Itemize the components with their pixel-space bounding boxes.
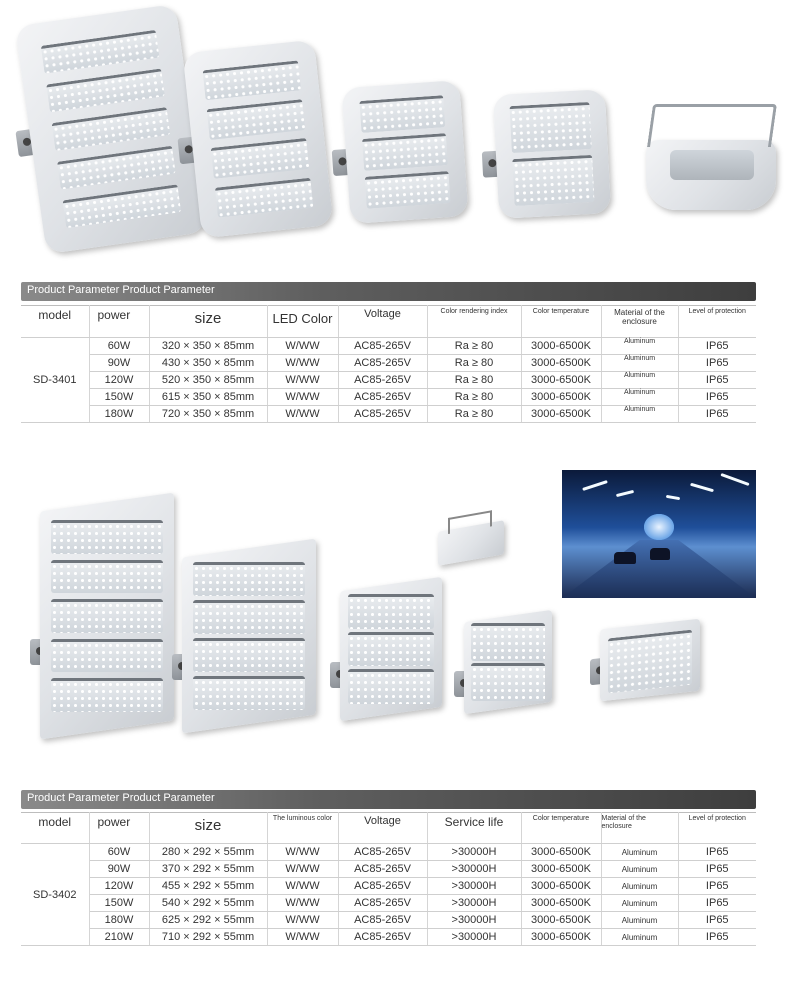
temp-cell: 3000-6500K <box>521 895 601 912</box>
voltage-cell: AC85-265V <box>338 406 427 423</box>
material-cell: Aluminum <box>601 912 678 929</box>
material-cell: Aluminum <box>601 406 678 423</box>
life-cell: >30000H <box>427 912 521 929</box>
color-cell: W/WW <box>267 372 338 389</box>
power-cell: 120W <box>89 878 149 895</box>
color-cell: W/WW <box>267 406 338 423</box>
table-row <box>21 389 756 406</box>
ip-cell: IP65 <box>678 355 756 372</box>
temp-cell: 3000-6500K <box>521 406 601 423</box>
floodlight-2-module-image <box>493 89 611 219</box>
ip-cell: IP65 <box>678 338 756 355</box>
model-cell: SD-3401 <box>21 338 89 423</box>
size-cell: 430 × 350 × 85mm <box>149 355 267 372</box>
temp-cell: 3000-6500K <box>521 389 601 406</box>
color-cell: W/WW <box>267 912 338 929</box>
col-voltage: Voltage <box>338 306 427 338</box>
col-color-temp: Color temperature <box>521 306 601 338</box>
temp-cell: 3000-6500K <box>521 355 601 372</box>
tunnel-light-1-module-image <box>600 619 700 702</box>
power-cell: 180W <box>89 406 149 423</box>
material-cell: Aluminum <box>601 878 678 895</box>
car-icon <box>614 552 636 564</box>
color-cell: W/WW <box>267 878 338 895</box>
temp-cell: 3000-6500K <box>521 861 601 878</box>
voltage-cell: AC85-265V <box>338 355 427 372</box>
table-row <box>21 895 756 912</box>
size-cell: 710 × 292 × 55mm <box>149 929 267 946</box>
table-header-row <box>21 306 756 338</box>
voltage-cell: AC85-265V <box>338 895 427 912</box>
life-cell: >30000H <box>427 895 521 912</box>
size-cell: 455 × 292 × 55mm <box>149 878 267 895</box>
sd3401-spec-table <box>21 305 756 423</box>
power-cell: 120W <box>89 372 149 389</box>
material-cell: Aluminum <box>601 895 678 912</box>
voltage-cell: AC85-265V <box>338 861 427 878</box>
col-model: model <box>21 306 89 338</box>
ip-cell: IP65 <box>678 406 756 423</box>
color-cell: W/WW <box>267 389 338 406</box>
size-cell: 615 × 350 × 85mm <box>149 389 267 406</box>
voltage-cell: AC85-265V <box>338 338 427 355</box>
table-row <box>21 844 756 861</box>
section2-header-text: Product Parameter Product Parameter <box>27 792 215 804</box>
life-cell: >30000H <box>427 929 521 946</box>
power-cell: 90W <box>89 861 149 878</box>
size-cell: 280 × 292 × 55mm <box>149 844 267 861</box>
table-row <box>21 406 756 423</box>
tunnel-light-bracket-image <box>438 520 504 566</box>
power-cell: 150W <box>89 895 149 912</box>
table-row <box>21 372 756 389</box>
cri-cell: Ra ≥ 80 <box>427 355 521 372</box>
material-cell: Aluminum <box>601 372 678 389</box>
table-row <box>21 338 756 355</box>
ip-cell: IP65 <box>678 861 756 878</box>
col-color-temp: Color temperature <box>521 813 601 844</box>
life-cell: >30000H <box>427 861 521 878</box>
voltage-cell: AC85-265V <box>338 844 427 861</box>
model-cell: SD-3402 <box>21 844 89 946</box>
cri-cell: Ra ≥ 80 <box>427 406 521 423</box>
col-voltage: Voltage <box>338 813 427 844</box>
section1-header-bar <box>21 282 756 301</box>
size-cell: 540 × 292 × 55mm <box>149 895 267 912</box>
floodlight-with-bracket-image <box>646 140 776 210</box>
table-row <box>21 929 756 946</box>
ip-cell: IP65 <box>678 389 756 406</box>
voltage-cell: AC85-265V <box>338 878 427 895</box>
floodlight-4-module-image <box>183 40 334 239</box>
col-led-color: LED Color <box>267 306 338 338</box>
size-cell: 320 × 350 × 85mm <box>149 338 267 355</box>
col-size: size <box>149 813 267 844</box>
table-row <box>21 861 756 878</box>
table-header-row <box>21 813 756 844</box>
table-row <box>21 878 756 895</box>
size-cell: 625 × 292 × 55mm <box>149 912 267 929</box>
material-cell: Aluminum <box>601 844 678 861</box>
col-size: size <box>149 306 267 338</box>
temp-cell: 3000-6500K <box>521 338 601 355</box>
section1-header-text: Product Parameter Product Parameter <box>27 284 215 296</box>
top-product-photos <box>0 0 796 260</box>
size-cell: 720 × 350 × 85mm <box>149 406 267 423</box>
color-cell: W/WW <box>267 844 338 861</box>
col-material: Material of the enclosure <box>601 306 678 338</box>
col-luminous-color: The luminous color <box>267 813 338 844</box>
section2-header-bar <box>21 790 756 809</box>
tunnel-application-photo <box>562 470 756 598</box>
power-cell: 60W <box>89 338 149 355</box>
voltage-cell: AC85-265V <box>338 929 427 946</box>
color-cell: W/WW <box>267 861 338 878</box>
material-cell: Aluminum <box>601 338 678 355</box>
tunnel-light-5-module-image <box>40 502 174 730</box>
cri-cell: Ra ≥ 80 <box>427 338 521 355</box>
size-cell: 370 × 292 × 55mm <box>149 861 267 878</box>
color-cell: W/WW <box>267 929 338 946</box>
voltage-cell: AC85-265V <box>338 912 427 929</box>
col-power: power <box>89 813 149 844</box>
col-protection: Level of protection <box>678 813 756 844</box>
col-cri: Color rendering index <box>427 306 521 338</box>
table-row <box>21 912 756 929</box>
floodlight-5-module-image <box>15 4 207 254</box>
color-cell: W/WW <box>267 895 338 912</box>
col-protection: Level of protection <box>678 306 756 338</box>
power-cell: 150W <box>89 389 149 406</box>
temp-cell: 3000-6500K <box>521 372 601 389</box>
temp-cell: 3000-6500K <box>521 878 601 895</box>
power-cell: 60W <box>89 844 149 861</box>
power-cell: 210W <box>89 929 149 946</box>
cri-cell: Ra ≥ 80 <box>427 372 521 389</box>
col-power: power <box>89 306 149 338</box>
table-row <box>21 355 756 372</box>
voltage-cell: AC85-265V <box>338 389 427 406</box>
temp-cell: 3000-6500K <box>521 844 601 861</box>
col-material: Material of the enclosure <box>601 813 678 844</box>
ip-cell: IP65 <box>678 929 756 946</box>
col-model: model <box>21 813 89 844</box>
ip-cell: IP65 <box>678 844 756 861</box>
tunnel-light-3-module-image <box>340 584 442 714</box>
ip-cell: IP65 <box>678 372 756 389</box>
life-cell: >30000H <box>427 878 521 895</box>
life-cell: >30000H <box>427 844 521 861</box>
cri-cell: Ra ≥ 80 <box>427 389 521 406</box>
color-cell: W/WW <box>267 355 338 372</box>
col-service-life: Service life <box>427 813 521 844</box>
tunnel-light-4-module-image <box>182 548 316 724</box>
color-cell: W/WW <box>267 338 338 355</box>
car-icon <box>650 548 670 560</box>
material-cell: Aluminum <box>601 861 678 878</box>
size-cell: 520 × 350 × 85mm <box>149 372 267 389</box>
ip-cell: IP65 <box>678 878 756 895</box>
material-cell: Aluminum <box>601 929 678 946</box>
ip-cell: IP65 <box>678 912 756 929</box>
power-cell: 90W <box>89 355 149 372</box>
sd3402-spec-table <box>21 812 756 946</box>
voltage-cell: AC85-265V <box>338 372 427 389</box>
power-cell: 180W <box>89 912 149 929</box>
ip-cell: IP65 <box>678 895 756 912</box>
floodlight-3-module-image <box>341 80 468 224</box>
material-cell: Aluminum <box>601 355 678 372</box>
tunnel-light-2-module-image <box>464 616 552 708</box>
material-cell: Aluminum <box>601 389 678 406</box>
temp-cell: 3000-6500K <box>521 929 601 946</box>
temp-cell: 3000-6500K <box>521 912 601 929</box>
